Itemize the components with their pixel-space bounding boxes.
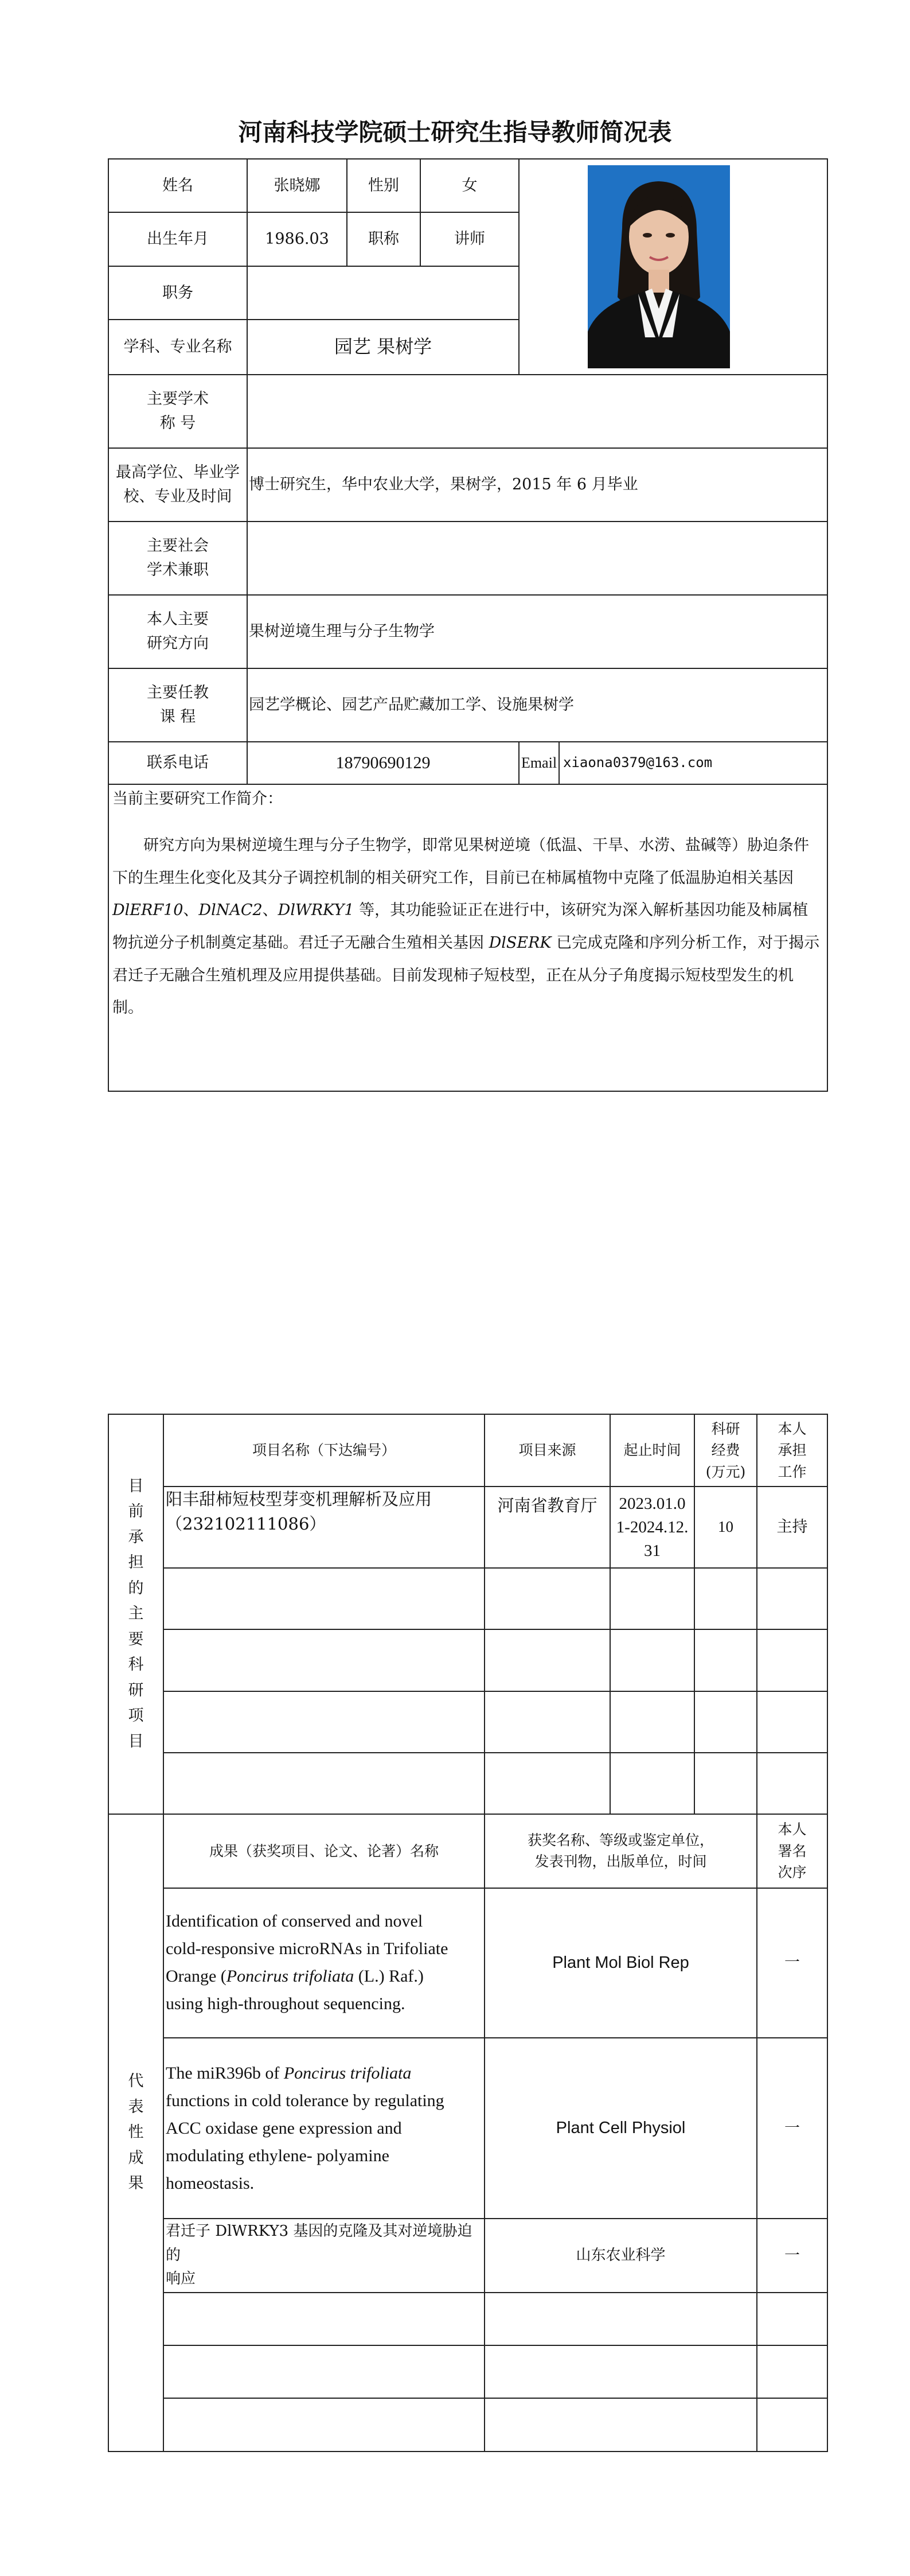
achievements-header-name: 成果（获奖项目、论文、论著）名称 [163, 1814, 485, 1888]
phone-label: 联系电话 [108, 742, 247, 784]
post-value [247, 266, 519, 320]
species-name: Poncirus trifoliata [226, 1967, 354, 1986]
direction-label-line1: 本人主要 [147, 610, 209, 629]
achievement-title-line: using high-throughout sequencing. [166, 1994, 405, 2014]
page-title: 河南科技学院硕士研究生指导教师简况表 [238, 118, 672, 146]
project-period-line1: 2023.01.0 [619, 1495, 686, 1513]
name-label: 姓名 [108, 159, 247, 212]
projects-side-char: 承 [128, 1528, 144, 1546]
phone-value: 18790690129 [247, 742, 519, 784]
post-label: 职务 [108, 266, 247, 320]
project-funds: 10 [694, 1487, 757, 1568]
achievements-side-char: 代 [128, 2072, 144, 2091]
achievement-order: 一 [757, 2219, 827, 2292]
achievement-venue: Plant Mol Biol Rep [485, 1888, 757, 2038]
photo-cell [519, 159, 827, 375]
achievement-row [108, 2038, 827, 2219]
achievement-title-line: homeostasis. [166, 2173, 255, 2193]
academic-title-label-line2: 称 号 [159, 414, 196, 432]
projects-side-char: 目 [128, 1477, 144, 1495]
projects-side-char: 目 [128, 1733, 144, 1751]
achievement-title-line [166, 1963, 484, 1990]
email-label: Email [519, 742, 559, 784]
achievements-side-char: 成 [128, 2149, 144, 2167]
achievement-row [108, 1888, 827, 2038]
projects-side-char: 要 [128, 1630, 144, 1648]
project-role: 主持 [757, 1487, 827, 1568]
email-value: xiaona0379@163.com [559, 742, 827, 784]
achievements-side-char: 性 [128, 2123, 144, 2142]
achievement-title-line: ACC oxidase gene expression and [166, 2118, 402, 2138]
achievement-title-line: functions in cold tolerance by regulating [166, 2091, 444, 2110]
intro-text-2: 等，其功能验证正在进行中，该研究为深入解析基因功能及柿属植物抗逆分子机制奠定基础。君迁子无融合生殖相关基因 [112, 901, 809, 952]
projects-side-char: 担 [128, 1554, 144, 1572]
intro-text-1: 研究方向为果树逆境生理与分子生物学，即常见果树逆境（低温、干旱、水涝、盐碱等）胁迫条件下的生理生化变化及其分子调控机制的相关研究工作，目前已在柿属植物中克隆了低温胁迫相关基因 [112, 836, 809, 887]
projects-side-char: 的 [128, 1579, 144, 1597]
project-row [108, 1629, 827, 1691]
project-row [108, 1691, 827, 1753]
research-intro [108, 784, 827, 1091]
project-row [108, 1753, 827, 1814]
project-name-line2: （232102111086） [166, 1513, 326, 1534]
project-row [108, 1568, 827, 1629]
venue-header-line2: 发表刊物，出版单位，时间 [534, 1853, 707, 1870]
project-period-line2: 1-2024.12. [616, 1518, 689, 1537]
order-header-line3: 次序 [778, 1864, 807, 1881]
achievement-title-line: modulating ethylene- polyamine [166, 2146, 389, 2165]
courses-label-line2: 课 程 [159, 708, 196, 726]
project-period-line3: 31 [644, 1541, 661, 1560]
projects-header-source: 项目来源 [485, 1414, 610, 1487]
order-header-line2: 署名 [778, 1842, 807, 1859]
achievement-row [108, 2398, 827, 2452]
courses-label-line1: 主要任教 [147, 684, 209, 702]
courses-label [108, 668, 247, 742]
achievement-title-part: Orange ( [166, 1967, 226, 1986]
achievement-venue: Plant Cell Physiol [485, 2038, 757, 2219]
gene-dlerf10: DlERF10 [112, 901, 183, 920]
achievement-title-line: 响应 [166, 2270, 196, 2288]
intro-sep-2: 、 [262, 901, 278, 920]
name-value: 张晓娜 [247, 159, 347, 212]
direction-value: 果树逆境生理与分子生物学 [247, 595, 827, 668]
projects-header-name: 项目名称（下达编号） [163, 1414, 485, 1487]
achievement-title-line: cold-responsive microRNAs in Trifoliate [166, 1939, 448, 1959]
rank-label: 职称 [347, 212, 420, 266]
venue-header-line1: 获奖名称、等级或鉴定单位， [527, 1831, 714, 1849]
achievement-order: 一 [757, 2038, 827, 2219]
achievement-row [108, 2219, 827, 2292]
achievement-row [108, 2293, 827, 2345]
project-period [610, 1487, 694, 1568]
research-intro-body [109, 814, 827, 1025]
social-label [108, 522, 247, 595]
profile-table [108, 158, 828, 1092]
social-value [247, 522, 827, 595]
birth-label: 出生年月 [108, 212, 247, 266]
gene-dlnac2: DlNAC2 [198, 901, 263, 920]
education-label [108, 448, 247, 522]
direction-label-line2: 研究方向 [147, 635, 209, 652]
rank-value: 讲师 [420, 212, 519, 266]
projects-side-char: 项 [128, 1707, 144, 1725]
projects-side-char: 科 [128, 1656, 144, 1674]
major-label: 学科、专业名称 [108, 320, 247, 375]
projects-header-funds [694, 1414, 757, 1487]
achievement-title-part: The miR396b of [166, 2063, 284, 2083]
education-value: 博士研究生，华中农业大学，果树学，2015 年 6 月毕业 [247, 448, 827, 522]
education-label-line1: 最高学位、毕业学 [116, 464, 240, 482]
academic-title-label [108, 375, 247, 448]
achievement-title-line: 君迁子 DlWRKY3 基因的克隆及其对逆境胁迫的 [166, 2223, 472, 2264]
achievement-title [163, 2038, 485, 2219]
gene-dlwrky1: DlWRKY1 [278, 901, 354, 920]
achievement-title-part: (L.) Raf.) [354, 1967, 424, 1986]
major-value: 园艺 果树学 [247, 320, 519, 375]
achievement-title [163, 2219, 485, 2292]
funds-header-line2: 经费 [711, 1442, 740, 1459]
project-source: 河南省教育厅 [485, 1487, 610, 1568]
achievement-title-line [166, 2060, 484, 2087]
research-intro-heading: 当前主要研究工作简介： [112, 790, 283, 808]
projects-header-role [757, 1414, 827, 1487]
birth-value: 1986.03 [247, 212, 347, 266]
research-table [108, 1414, 828, 2452]
role-header-line2: 承担 [778, 1442, 807, 1459]
education-label-line2: 校、专业及时间 [123, 488, 232, 505]
achievement-title-line: Identification of conserved and novel [166, 1912, 423, 1931]
projects-side-char: 前 [128, 1503, 144, 1521]
academic-title-label-line1: 主要学术 [147, 390, 209, 408]
academic-title-value [247, 375, 827, 448]
achievement-row [108, 2345, 827, 2398]
achievements-header-order [757, 1814, 827, 1888]
species-name: Poncirus trifoliata [283, 2063, 412, 2083]
achievements-side-label [108, 1814, 163, 2452]
gender-value: 女 [420, 159, 519, 212]
achievements-side-char: 表 [128, 2098, 144, 2116]
portrait-photo [588, 165, 730, 368]
intro-sep-1: 、 [183, 901, 199, 920]
role-header-line1: 本人 [778, 1420, 807, 1437]
direction-label [108, 595, 247, 668]
funds-header-line3: (万元) [705, 1463, 746, 1480]
funds-header-line1: 科研 [711, 1420, 740, 1437]
order-header-line1: 本人 [778, 1821, 807, 1838]
achievements-header-venue [485, 1814, 757, 1888]
projects-side-char: 主 [128, 1605, 144, 1623]
projects-side-label [108, 1414, 163, 1814]
gene-dlserk: DlSERK [489, 933, 552, 952]
social-label-line1: 主要社会 [147, 537, 209, 555]
projects-header-period: 起止时间 [610, 1414, 694, 1487]
achievements-side-char: 果 [128, 2174, 144, 2193]
gender-label: 性别 [347, 159, 420, 212]
projects-side-char: 研 [128, 1681, 144, 1699]
achievement-venue: 山东农业科学 [485, 2219, 757, 2292]
intro-text-3: 已完成克隆和序列分析工作，对于揭示君迁子无融合生殖机理及应用提供基础。目前发现柿子短枝型，正在从分子角度揭示短枝型发生的机制。 [112, 933, 820, 1017]
courses-value: 园艺学概论、园艺产品贮藏加工学、设施果树学 [247, 668, 827, 742]
achievement-title [163, 1888, 485, 2038]
role-header-line3: 工作 [778, 1463, 807, 1480]
project-name [163, 1487, 485, 1568]
project-row [108, 1487, 827, 1568]
achievement-order: 一 [757, 1888, 827, 2038]
project-name-line1: 阳丰甜柿短枝型芽变机理解析及应用 [166, 1489, 432, 1509]
social-label-line2: 学术兼职 [147, 561, 209, 579]
